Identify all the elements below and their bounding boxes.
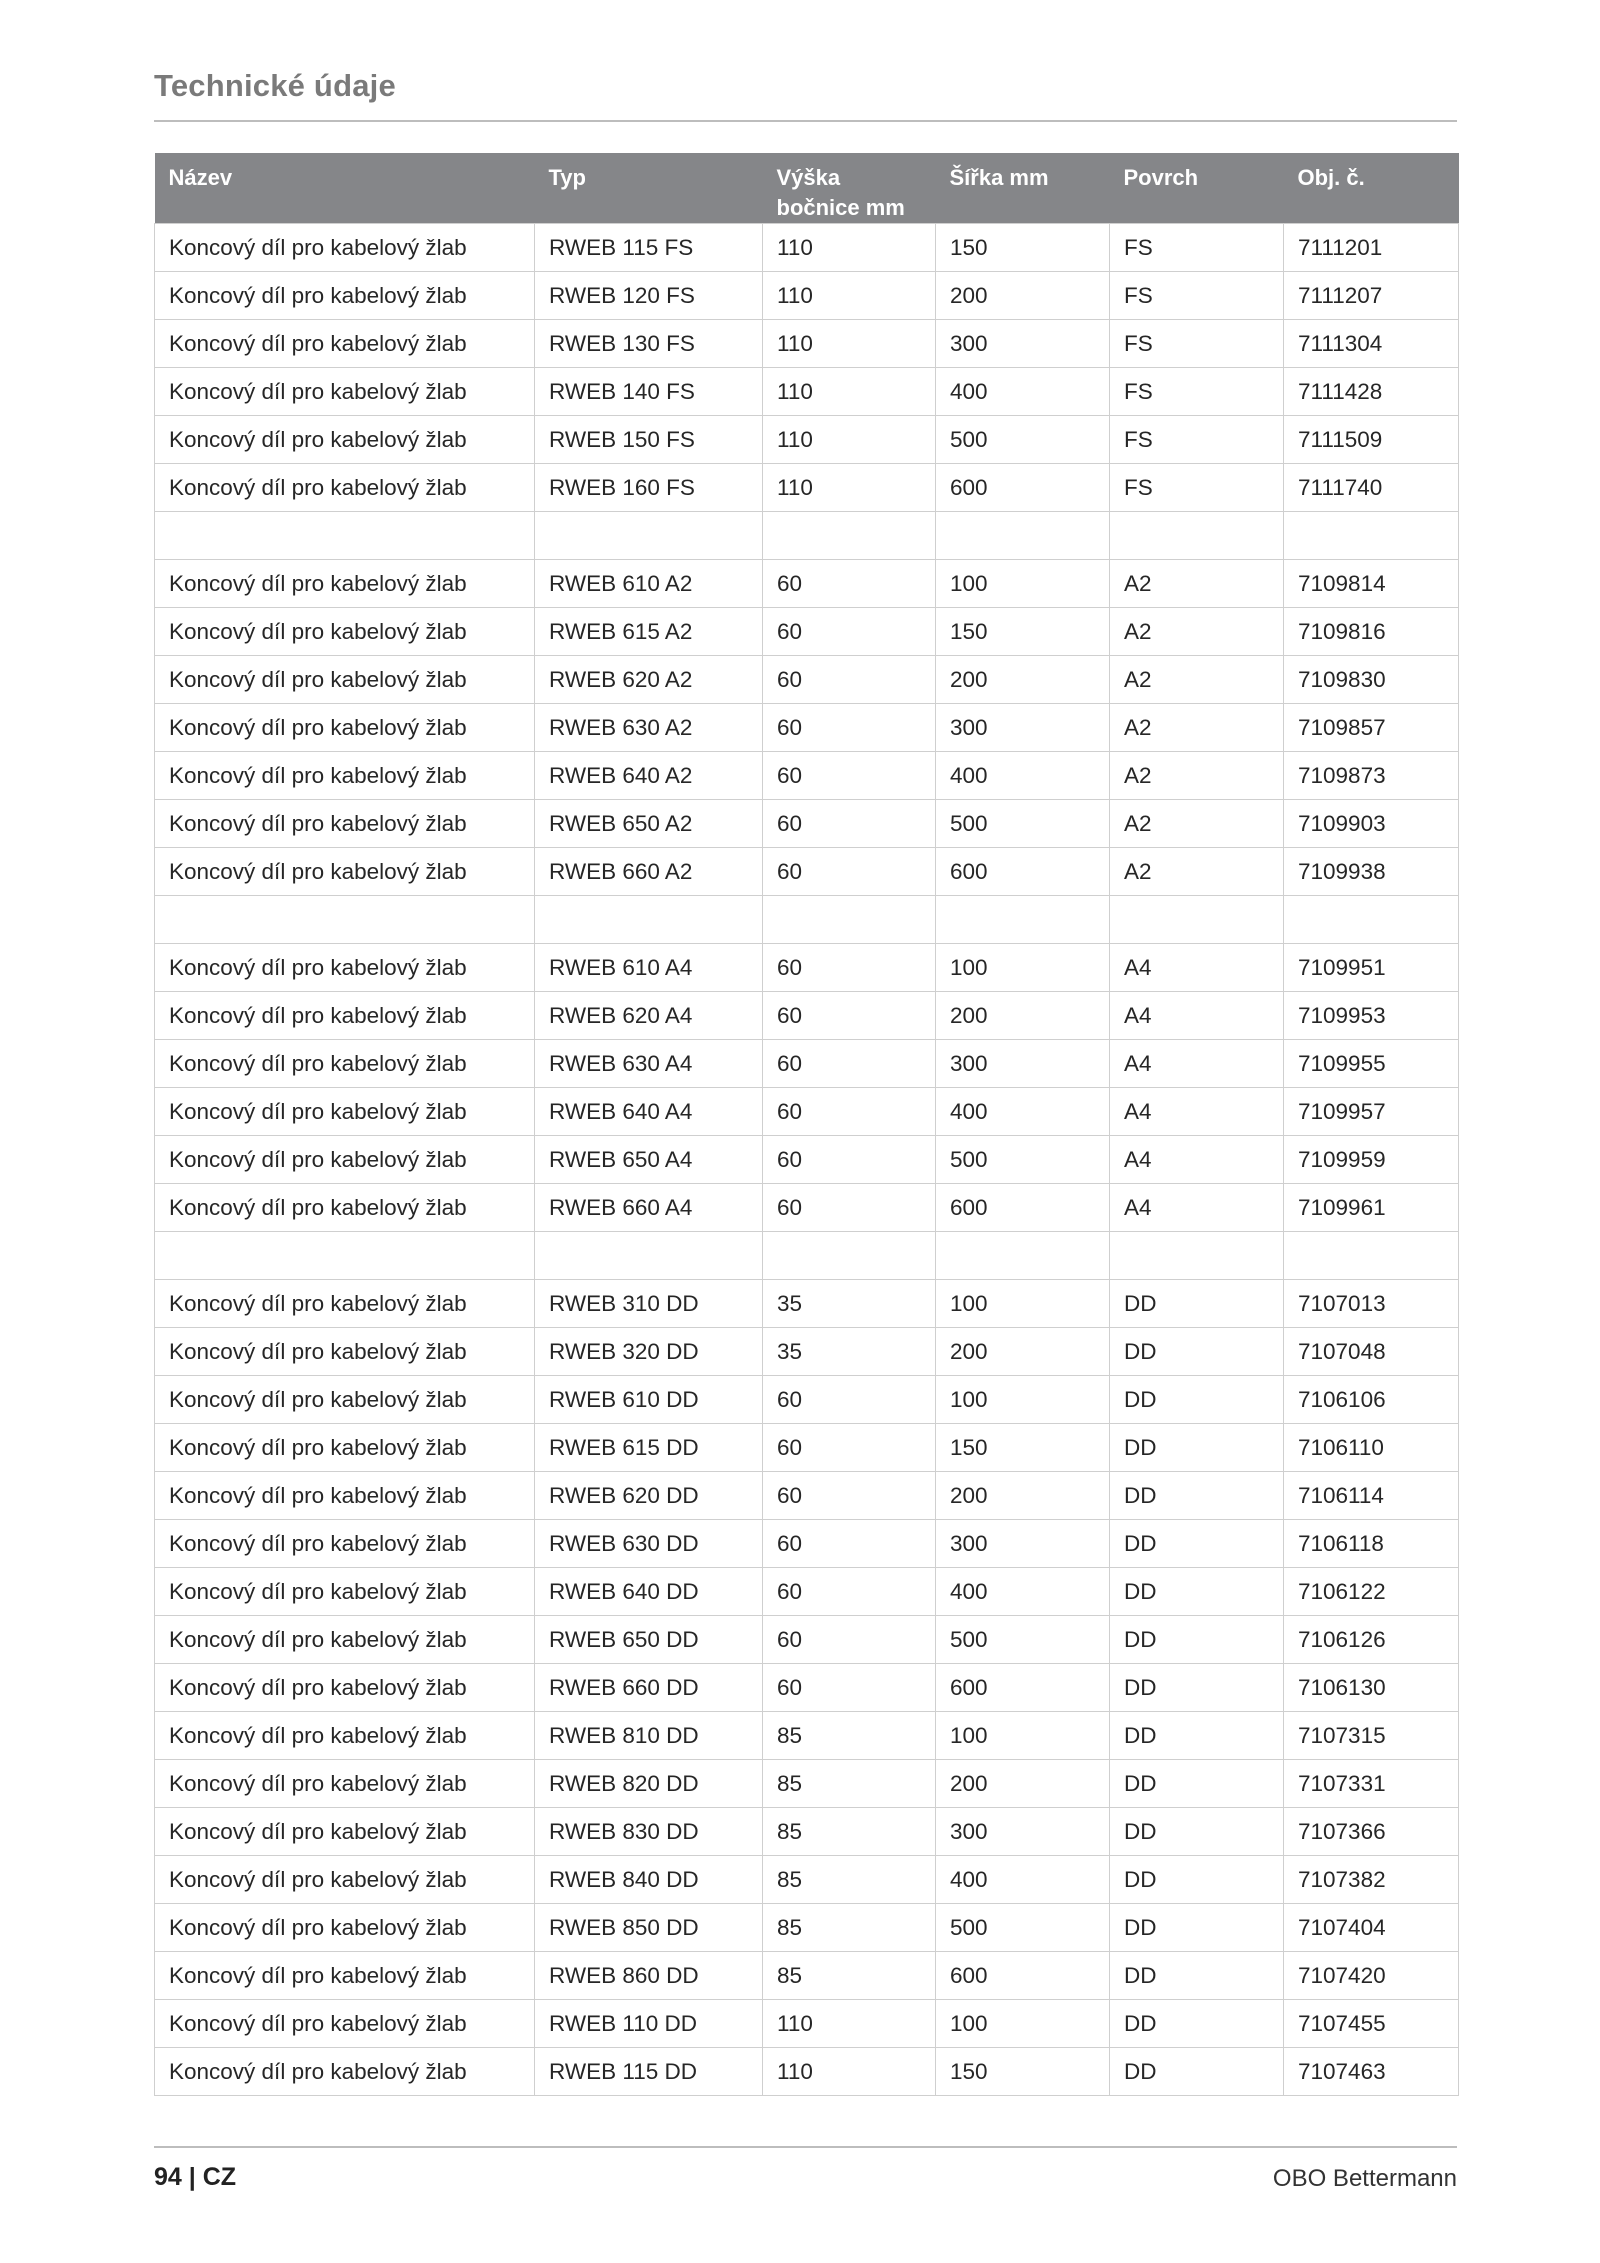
cell-height: 110 — [763, 224, 936, 272]
table-row — [155, 656, 1459, 704]
col-header-order-number: Obj. č. — [1284, 153, 1459, 224]
cell-order-number: 7111428 — [1284, 368, 1459, 416]
cell-name: Koncový díl pro kabelový žlab — [155, 1520, 535, 1568]
table-row — [155, 512, 1459, 560]
table-row — [155, 1568, 1459, 1616]
cell-name: Koncový díl pro kabelový žlab — [155, 1088, 535, 1136]
cell-width — [936, 896, 1110, 944]
cell-height: 85 — [763, 1952, 936, 2000]
cell-type: RWEB 115 FS — [535, 224, 763, 272]
cell-name: Koncový díl pro kabelový žlab — [155, 2048, 535, 2096]
cell-type: RWEB 320 DD — [535, 1328, 763, 1376]
cell-order-number: 7109903 — [1284, 800, 1459, 848]
cell-type: RWEB 660 A4 — [535, 1184, 763, 1232]
table-row — [155, 1952, 1459, 2000]
cell-name: Koncový díl pro kabelový žlab — [155, 1856, 535, 1904]
cell-order-number: 7109951 — [1284, 944, 1459, 992]
cell-width: 400 — [936, 1856, 1110, 1904]
cell-width: 200 — [936, 1328, 1110, 1376]
cell-type: RWEB 110 DD — [535, 2000, 763, 2048]
cell-height: 110 — [763, 2000, 936, 2048]
cell-type: RWEB 630 DD — [535, 1520, 763, 1568]
table-row — [155, 1664, 1459, 1712]
cell-surface: A2 — [1110, 848, 1284, 896]
cell-name: Koncový díl pro kabelový žlab — [155, 944, 535, 992]
cell-name: Koncový díl pro kabelový žlab — [155, 608, 535, 656]
cell-order-number: 7107048 — [1284, 1328, 1459, 1376]
cell-surface: A2 — [1110, 608, 1284, 656]
cell-height: 60 — [763, 1520, 936, 1568]
cell-height: 110 — [763, 368, 936, 416]
table-row — [155, 1712, 1459, 1760]
cell-order-number — [1284, 512, 1459, 560]
cell-width: 200 — [936, 1760, 1110, 1808]
cell-height: 35 — [763, 1280, 936, 1328]
cell-height: 60 — [763, 560, 936, 608]
cell-type: RWEB 310 DD — [535, 1280, 763, 1328]
cell-name: Koncový díl pro kabelový žlab — [155, 1760, 535, 1808]
cell-width: 100 — [936, 944, 1110, 992]
table-row — [155, 560, 1459, 608]
cell-name — [155, 1232, 535, 1280]
cell-type: RWEB 150 FS — [535, 416, 763, 464]
cell-type: RWEB 860 DD — [535, 1952, 763, 2000]
table-row — [155, 1088, 1459, 1136]
cell-type: RWEB 640 A4 — [535, 1088, 763, 1136]
cell-name: Koncový díl pro kabelový žlab — [155, 224, 535, 272]
cell-height: 60 — [763, 704, 936, 752]
brand-name: OBO Bettermann — [1272, 2165, 1457, 2192]
cell-name: Koncový díl pro kabelový žlab — [155, 320, 535, 368]
cell-order-number: 7107463 — [1284, 2048, 1459, 2096]
cell-name: Koncový díl pro kabelový žlab — [155, 704, 535, 752]
table-row — [155, 272, 1459, 320]
cell-type — [535, 896, 763, 944]
table-row — [155, 992, 1459, 1040]
cell-surface — [1110, 896, 1284, 944]
table-header-row — [155, 153, 1459, 224]
cell-type: RWEB 160 FS — [535, 464, 763, 512]
table-row — [155, 2000, 1459, 2048]
cell-name: Koncový díl pro kabelový žlab — [155, 1184, 535, 1232]
spec-table — [154, 153, 1459, 2096]
cell-order-number: 7109961 — [1284, 1184, 1459, 1232]
cell-width — [936, 1232, 1110, 1280]
cell-type: RWEB 840 DD — [535, 1856, 763, 1904]
cell-surface: A2 — [1110, 656, 1284, 704]
cell-width: 500 — [936, 1616, 1110, 1664]
cell-name: Koncový díl pro kabelový žlab — [155, 272, 535, 320]
cell-order-number: 7109957 — [1284, 1088, 1459, 1136]
cell-type: RWEB 650 DD — [535, 1616, 763, 1664]
cell-name: Koncový díl pro kabelový žlab — [155, 1376, 535, 1424]
cell-name: Koncový díl pro kabelový žlab — [155, 2000, 535, 2048]
cell-type: RWEB 630 A2 — [535, 704, 763, 752]
cell-width: 600 — [936, 1664, 1110, 1712]
cell-height: 60 — [763, 944, 936, 992]
cell-order-number: 7109857 — [1284, 704, 1459, 752]
cell-height: 110 — [763, 2048, 936, 2096]
cell-order-number: 7109830 — [1284, 656, 1459, 704]
cell-width: 200 — [936, 1472, 1110, 1520]
cell-height: 60 — [763, 1088, 936, 1136]
cell-width: 300 — [936, 704, 1110, 752]
cell-type: RWEB 620 DD — [535, 1472, 763, 1520]
table-row — [155, 2048, 1459, 2096]
cell-width: 400 — [936, 1568, 1110, 1616]
cell-order-number: 7106130 — [1284, 1664, 1459, 1712]
cell-surface: DD — [1110, 2000, 1284, 2048]
cell-name: Koncový díl pro kabelový žlab — [155, 416, 535, 464]
cell-width: 150 — [936, 224, 1110, 272]
cell-type — [535, 512, 763, 560]
cell-height: 60 — [763, 1664, 936, 1712]
cell-type: RWEB 115 DD — [535, 2048, 763, 2096]
cell-type: RWEB 850 DD — [535, 1904, 763, 1952]
cell-height: 60 — [763, 1472, 936, 1520]
cell-width: 600 — [936, 848, 1110, 896]
cell-width: 300 — [936, 1808, 1110, 1856]
cell-surface: DD — [1110, 2048, 1284, 2096]
cell-height: 85 — [763, 1808, 936, 1856]
page-number: 94 | CZ — [154, 2163, 237, 2191]
cell-name: Koncový díl pro kabelový žlab — [155, 752, 535, 800]
cell-type: RWEB 615 A2 — [535, 608, 763, 656]
table-row — [155, 752, 1459, 800]
cell-width: 100 — [936, 1280, 1110, 1328]
cell-name: Koncový díl pro kabelový žlab — [155, 992, 535, 1040]
cell-width: 200 — [936, 272, 1110, 320]
cell-type: RWEB 620 A2 — [535, 656, 763, 704]
cell-name: Koncový díl pro kabelový žlab — [155, 560, 535, 608]
cell-type: RWEB 650 A4 — [535, 1136, 763, 1184]
cell-height: 60 — [763, 1424, 936, 1472]
cell-name: Koncový díl pro kabelový žlab — [155, 1664, 535, 1712]
table-row — [155, 1328, 1459, 1376]
cell-height: 110 — [763, 464, 936, 512]
cell-name: Koncový díl pro kabelový žlab — [155, 368, 535, 416]
col-header-name: Název — [155, 153, 535, 224]
cell-type: RWEB 620 A4 — [535, 992, 763, 1040]
cell-width: 500 — [936, 1904, 1110, 1952]
table-row — [155, 1616, 1459, 1664]
cell-surface: DD — [1110, 1664, 1284, 1712]
cell-width: 500 — [936, 800, 1110, 848]
cell-surface: FS — [1110, 224, 1284, 272]
title-divider — [154, 120, 1457, 122]
page-title: Technické údaje — [154, 68, 396, 103]
cell-name: Koncový díl pro kabelový žlab — [155, 1808, 535, 1856]
cell-height: 85 — [763, 1712, 936, 1760]
cell-order-number: 7106110 — [1284, 1424, 1459, 1472]
table-row — [155, 704, 1459, 752]
cell-name — [155, 512, 535, 560]
cell-order-number: 7111304 — [1284, 320, 1459, 368]
cell-height: 85 — [763, 1856, 936, 1904]
cell-order-number: 7107404 — [1284, 1904, 1459, 1952]
cell-width: 150 — [936, 1424, 1110, 1472]
cell-width: 400 — [936, 752, 1110, 800]
cell-height: 60 — [763, 656, 936, 704]
cell-height: 85 — [763, 1760, 936, 1808]
cell-surface: A2 — [1110, 752, 1284, 800]
table-row — [155, 896, 1459, 944]
col-header-surface: Povrch — [1110, 153, 1284, 224]
cell-type: RWEB 660 A2 — [535, 848, 763, 896]
cell-width: 300 — [936, 1040, 1110, 1088]
col-header-width: Šířka mm — [936, 153, 1110, 224]
cell-order-number — [1284, 896, 1459, 944]
table-row — [155, 224, 1459, 272]
table-body — [155, 224, 1459, 2096]
cell-surface: A4 — [1110, 1088, 1284, 1136]
cell-width: 100 — [936, 2000, 1110, 2048]
cell-surface — [1110, 512, 1284, 560]
cell-type: RWEB 640 DD — [535, 1568, 763, 1616]
cell-order-number — [1284, 1232, 1459, 1280]
cell-width — [936, 512, 1110, 560]
cell-surface: DD — [1110, 1472, 1284, 1520]
cell-height: 60 — [763, 1376, 936, 1424]
cell-order-number: 7106126 — [1284, 1616, 1459, 1664]
cell-surface — [1110, 1232, 1284, 1280]
cell-type: RWEB 615 DD — [535, 1424, 763, 1472]
cell-surface: DD — [1110, 1328, 1284, 1376]
cell-name — [155, 896, 535, 944]
cell-width: 100 — [936, 1712, 1110, 1760]
cell-surface: A4 — [1110, 1184, 1284, 1232]
cell-type: RWEB 660 DD — [535, 1664, 763, 1712]
cell-order-number: 7107382 — [1284, 1856, 1459, 1904]
cell-width: 500 — [936, 1136, 1110, 1184]
cell-type: RWEB 820 DD — [535, 1760, 763, 1808]
cell-order-number: 7111207 — [1284, 272, 1459, 320]
cell-height: 60 — [763, 608, 936, 656]
col-header-height: Výška bočnice mm — [763, 153, 936, 224]
cell-surface: A4 — [1110, 944, 1284, 992]
cell-order-number: 7107455 — [1284, 2000, 1459, 2048]
cell-surface: A2 — [1110, 800, 1284, 848]
cell-surface: DD — [1110, 1712, 1284, 1760]
cell-type — [535, 1232, 763, 1280]
cell-order-number: 7107315 — [1284, 1712, 1459, 1760]
cell-type: RWEB 830 DD — [535, 1808, 763, 1856]
cell-width: 600 — [936, 1184, 1110, 1232]
cell-width: 600 — [936, 464, 1110, 512]
table-row — [155, 1760, 1459, 1808]
table-row — [155, 1040, 1459, 1088]
cell-height: 35 — [763, 1328, 936, 1376]
table-row — [155, 944, 1459, 992]
cell-surface: A2 — [1110, 560, 1284, 608]
cell-order-number: 7109873 — [1284, 752, 1459, 800]
cell-type: RWEB 140 FS — [535, 368, 763, 416]
cell-order-number: 7106106 — [1284, 1376, 1459, 1424]
cell-name: Koncový díl pro kabelový žlab — [155, 1280, 535, 1328]
cell-width: 600 — [936, 1952, 1110, 2000]
table-row — [155, 1136, 1459, 1184]
cell-type: RWEB 120 FS — [535, 272, 763, 320]
cell-type: RWEB 610 A4 — [535, 944, 763, 992]
table-row — [155, 1808, 1459, 1856]
cell-width: 300 — [936, 1520, 1110, 1568]
cell-order-number: 7111201 — [1284, 224, 1459, 272]
cell-width: 150 — [936, 608, 1110, 656]
cell-height — [763, 896, 936, 944]
cell-order-number: 7106114 — [1284, 1472, 1459, 1520]
table-row — [155, 1472, 1459, 1520]
table-row — [155, 1184, 1459, 1232]
table-row — [155, 848, 1459, 896]
cell-surface: A4 — [1110, 1136, 1284, 1184]
cell-surface: DD — [1110, 1760, 1284, 1808]
cell-height: 110 — [763, 416, 936, 464]
table-row — [155, 320, 1459, 368]
cell-name: Koncový díl pro kabelový žlab — [155, 1904, 535, 1952]
cell-height: 60 — [763, 848, 936, 896]
cell-order-number: 7107013 — [1284, 1280, 1459, 1328]
col-header-type: Typ — [535, 153, 763, 224]
cell-surface: FS — [1110, 464, 1284, 512]
cell-order-number: 7109955 — [1284, 1040, 1459, 1088]
cell-order-number: 7109959 — [1284, 1136, 1459, 1184]
cell-type: RWEB 130 FS — [535, 320, 763, 368]
cell-surface: FS — [1110, 272, 1284, 320]
cell-surface: A4 — [1110, 992, 1284, 1040]
cell-name: Koncový díl pro kabelový žlab — [155, 1136, 535, 1184]
cell-name: Koncový díl pro kabelový žlab — [155, 800, 535, 848]
table-row — [155, 1856, 1459, 1904]
cell-name: Koncový díl pro kabelový žlab — [155, 1472, 535, 1520]
cell-order-number: 7109953 — [1284, 992, 1459, 1040]
cell-name: Koncový díl pro kabelový žlab — [155, 1040, 535, 1088]
table-row — [155, 1520, 1459, 1568]
cell-width: 200 — [936, 992, 1110, 1040]
cell-order-number: 7111509 — [1284, 416, 1459, 464]
table-row — [155, 368, 1459, 416]
cell-surface: DD — [1110, 1856, 1284, 1904]
cell-order-number: 7106118 — [1284, 1520, 1459, 1568]
cell-surface: DD — [1110, 1424, 1284, 1472]
cell-order-number: 7109938 — [1284, 848, 1459, 896]
cell-height: 60 — [763, 800, 936, 848]
cell-type: RWEB 630 A4 — [535, 1040, 763, 1088]
cell-height: 85 — [763, 1904, 936, 1952]
cell-order-number: 7107420 — [1284, 1952, 1459, 2000]
cell-width: 400 — [936, 368, 1110, 416]
table-row — [155, 608, 1459, 656]
cell-height: 60 — [763, 1184, 936, 1232]
cell-type: RWEB 610 A2 — [535, 560, 763, 608]
cell-surface: FS — [1110, 320, 1284, 368]
cell-surface: FS — [1110, 368, 1284, 416]
cell-height — [763, 512, 936, 560]
cell-height: 60 — [763, 1136, 936, 1184]
cell-name: Koncový díl pro kabelový žlab — [155, 1328, 535, 1376]
table-row — [155, 1232, 1459, 1280]
cell-surface: DD — [1110, 1904, 1284, 1952]
table-row — [155, 1424, 1459, 1472]
table-row — [155, 1904, 1459, 1952]
cell-name: Koncový díl pro kabelový žlab — [155, 1712, 535, 1760]
cell-name: Koncový díl pro kabelový žlab — [155, 1568, 535, 1616]
cell-height: 60 — [763, 1616, 936, 1664]
cell-height: 110 — [763, 320, 936, 368]
cell-type: RWEB 810 DD — [535, 1712, 763, 1760]
cell-height: 60 — [763, 1040, 936, 1088]
cell-order-number: 7107331 — [1284, 1760, 1459, 1808]
cell-height — [763, 1232, 936, 1280]
cell-width: 300 — [936, 320, 1110, 368]
cell-surface: DD — [1110, 1520, 1284, 1568]
cell-name: Koncový díl pro kabelový žlab — [155, 464, 535, 512]
cell-name: Koncový díl pro kabelový žlab — [155, 1616, 535, 1664]
cell-width: 150 — [936, 2048, 1110, 2096]
cell-type: RWEB 650 A2 — [535, 800, 763, 848]
cell-name: Koncový díl pro kabelový žlab — [155, 1952, 535, 2000]
cell-height: 60 — [763, 992, 936, 1040]
table-row — [155, 800, 1459, 848]
cell-surface: A2 — [1110, 704, 1284, 752]
cell-order-number: 7109814 — [1284, 560, 1459, 608]
cell-name: Koncový díl pro kabelový žlab — [155, 1424, 535, 1472]
cell-surface: DD — [1110, 1568, 1284, 1616]
cell-surface: FS — [1110, 416, 1284, 464]
table-row — [155, 464, 1459, 512]
cell-order-number: 7109816 — [1284, 608, 1459, 656]
table-row — [155, 1376, 1459, 1424]
cell-height: 110 — [763, 272, 936, 320]
cell-name: Koncový díl pro kabelový žlab — [155, 848, 535, 896]
cell-order-number: 7107366 — [1284, 1808, 1459, 1856]
cell-width: 200 — [936, 656, 1110, 704]
cell-order-number: 7106122 — [1284, 1568, 1459, 1616]
cell-surface: A4 — [1110, 1040, 1284, 1088]
cell-height: 60 — [763, 1568, 936, 1616]
cell-surface: DD — [1110, 1376, 1284, 1424]
table-row — [155, 416, 1459, 464]
cell-height: 60 — [763, 752, 936, 800]
table-row — [155, 1280, 1459, 1328]
cell-type: RWEB 610 DD — [535, 1376, 763, 1424]
cell-surface: DD — [1110, 1616, 1284, 1664]
cell-width: 100 — [936, 560, 1110, 608]
cell-type: RWEB 640 A2 — [535, 752, 763, 800]
cell-width: 500 — [936, 416, 1110, 464]
cell-surface: DD — [1110, 1952, 1284, 2000]
cell-surface: DD — [1110, 1808, 1284, 1856]
cell-surface: DD — [1110, 1280, 1284, 1328]
footer-divider — [154, 2146, 1457, 2148]
cell-name: Koncový díl pro kabelový žlab — [155, 656, 535, 704]
cell-width: 400 — [936, 1088, 1110, 1136]
cell-order-number: 7111740 — [1284, 464, 1459, 512]
cell-width: 100 — [936, 1376, 1110, 1424]
